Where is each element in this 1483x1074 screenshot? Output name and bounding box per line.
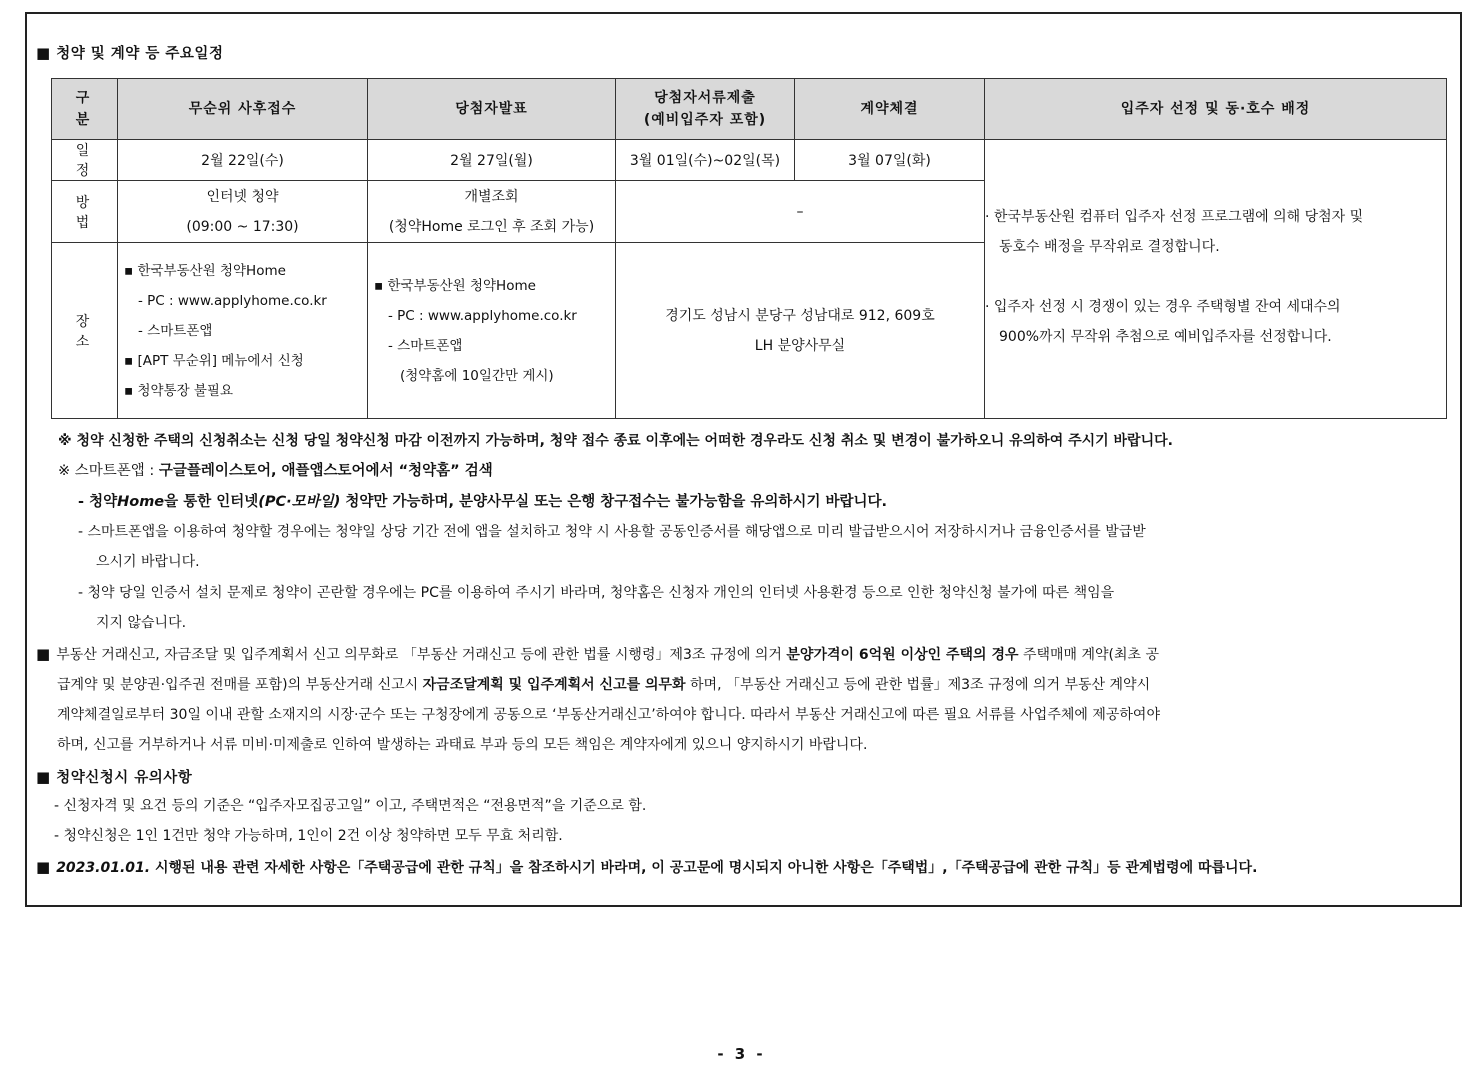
header-winner-announce: 당첨자발표	[368, 79, 616, 140]
cell-place-1	[118, 243, 368, 419]
note-smartphone-text: 구글플레이스토어, 애플앱스토어에서 “청약홈” 검색	[158, 463, 493, 479]
note-cert-line1: - 청약 당일 인증서 설치 문제로 청약이 곤란할 경우에는 PC를 이용하여 주시기 바라며, 청약홈은 신청자 개인의 인터넷 사용환경 등으로 인한 청약신청 불가에 따른 책임을	[78, 585, 1115, 601]
note-internet-a: - 청약	[78, 494, 118, 510]
note-internet-b: Home	[117, 494, 165, 510]
assign-p1-line1: · 한국부동산원 컴퓨터 입주자 선정 프로그램에 의해 당첨자 및	[985, 209, 1364, 225]
method-1-line1: 인터넷 청약	[206, 188, 279, 205]
place-34-line2: LH 분양사무실	[754, 337, 846, 354]
final-note	[36, 852, 1257, 883]
cell-schedule-4: 3월 07일(화)	[795, 140, 985, 181]
note-internet-e: 청약만 가능하며, 분양사무실 또는 은행 창구접수는 불가능함을 유의하시기 바랍니다.	[340, 494, 888, 510]
cell-place-34	[616, 243, 985, 419]
assign-p2-line1: · 입주자 선정 시 경쟁이 있는 경우 주택형별 잔여 세대수의	[985, 299, 1341, 315]
note-smartphone	[58, 456, 493, 486]
schedule-table	[51, 78, 1447, 419]
bullet-square-icon: ■	[36, 768, 51, 786]
page-number: - 3 -	[717, 1045, 766, 1063]
method-1-line2: (09:00 ~ 17:30)	[186, 218, 299, 235]
place-2-item: (청약홈에 10일간만 게시)	[400, 367, 554, 384]
realestate-line2	[57, 670, 1150, 700]
assign-p1-line2: 동호수 배정을 무작위로 결정합니다.	[999, 239, 1220, 255]
place-2-item: - PC : www.applyhome.co.kr	[388, 307, 577, 324]
realestate-l2-c: 하며, 「부동산 거래신고 등에 관한 법률」제3조 규정에 의거 부동산 계약시	[685, 677, 1151, 693]
cell-schedule-1: 2월 22일(수)	[118, 140, 368, 181]
header-category: 구 분	[52, 79, 118, 140]
place-1-item: ▪ [APT 무순위] 메뉴에서 신청	[124, 352, 304, 369]
cell-schedule-3: 3월 01일(수)~02일(목)	[616, 140, 795, 181]
note-internet-d: (PC·모바일)	[258, 494, 341, 510]
realestate-l1-b: 분양가격이 6억원 이상인 주택의 경우	[786, 647, 1019, 663]
realestate-line3: 계약체결일로부터 30일 이내 관할 소재지의 시장·군수 또는 구청장에게 공동으로 ‘부동산거래신고’하여야 합니다. 따라서 부동산 거래신고에 따른 필요 서류를 사업주체에 제공하여야	[57, 707, 1160, 723]
header-document-submit-line1: 당첨자서류제출	[654, 90, 756, 106]
place-2-item: ▪ 한국부동산원 청약Home	[374, 277, 536, 294]
cell-method-1	[118, 181, 368, 243]
header-assignment: 입주자 선정 및 동·호수 배정	[985, 79, 1447, 140]
realestate-line1	[36, 639, 1159, 670]
note-internet-only	[78, 487, 887, 517]
realestate-line4: 하며, 신고를 거부하거나 서류 미비·미제출로 인하여 발생하는 과태료 부과 등의 모든 책임은 계약자에게 있으니 양지하시기 바랍니다.	[57, 737, 868, 753]
place-2-item: - 스마트폰앱	[388, 337, 463, 354]
place-1-item: ▪ 한국부동산원 청약Home	[124, 262, 286, 279]
method-2-line2: (청약Home 로그인 후 조회 가능)	[388, 218, 595, 235]
final-date: 2023.01.01.	[56, 860, 151, 876]
precaution-item-2: - 청약신청은 1인 1건만 청약 가능하며, 1인이 2건 이상 청약하면 모두 무효 처리함.	[54, 828, 563, 844]
note-app-line2: 으시기 바랍니다.	[96, 554, 200, 570]
note-cert-line2: 지지 않습니다.	[96, 615, 187, 631]
section-title-schedule	[36, 42, 223, 63]
row-label-place: 장 소	[52, 243, 118, 419]
section-title-text: 청약 및 계약 등 주요일정	[56, 46, 224, 62]
note-app-line1: - 스마트폰앱을 이용하여 청약할 경우에는 청약일 상당 기간 전에 앱을 설치하고 청약 시 사용할 공동인증서를 해당앱으로 미리 발급받으시어 저장하시거나 금융인증서를 발급받	[78, 524, 1146, 540]
realestate-l1-c: 주택매매 계약(최초 공	[1018, 647, 1160, 663]
assign-p2-line2: 900%까지 무작위 추첨으로 예비입주자를 선정합니다.	[999, 329, 1332, 345]
row-label-schedule: 일 정	[52, 140, 118, 181]
header-contract: 계약체결	[795, 79, 985, 140]
table-row-schedule	[52, 140, 1447, 181]
place-1-item: - 스마트폰앱	[138, 322, 213, 339]
table-header-row	[52, 79, 1447, 140]
precaution-item-1: - 신청자격 및 요건 등의 기준은 “입주자모집공고일” 이고, 주택면적은 “전용면적”을 기준으로 함.	[54, 798, 647, 814]
row-label-method: 방 법	[52, 181, 118, 243]
bullet-square-icon: ■	[36, 858, 51, 876]
cell-method-34: –	[616, 181, 985, 243]
header-late-apply: 무순위 사후접수	[118, 79, 368, 140]
cell-method-2	[368, 181, 616, 243]
bullet-square-icon: ■	[36, 645, 51, 663]
realestate-l2-a: 급계약 및 분양권·입주권 전매를 포함)의 부동산거래 신고시	[57, 677, 423, 693]
note-internet-c: 을 통한 인터넷	[164, 494, 259, 510]
cell-place-2	[368, 243, 616, 419]
header-document-submit	[616, 79, 795, 140]
place-1-item: - PC : www.applyhome.co.kr	[138, 292, 327, 309]
section-title-precautions	[36, 766, 192, 787]
note-cancel: ※ 청약 신청한 주택의 신청취소는 신청 당일 청약신청 마감 이전까지 가능하며, 청약 접수 종료 이후에는 어떠한 경우라도 신청 취소 및 변경이 불가하오니 유의하여 주시기 바랍니다.	[58, 433, 1173, 449]
realestate-l2-b: 자금조달계획 및 입주계획서 신고를 의무화	[422, 677, 686, 693]
place-34-line1: 경기도 성남시 분당구 성남대로 912, 609호	[665, 307, 935, 324]
header-document-submit-line2: (예비입주자 포함)	[643, 112, 767, 128]
method-2-line1: 개별조회	[464, 188, 519, 205]
cell-assignment	[985, 140, 1447, 419]
cell-schedule-2: 2월 27일(월)	[368, 140, 616, 181]
note-smartphone-label: ※ 스마트폰앱 :	[58, 463, 159, 479]
realestate-l1-a: 부동산 거래신고, 자금조달 및 입주계획서 신고 의무화로 「부동산 거래신고 등에 관한 법률 시행령」제3조 규정에 의거	[56, 647, 787, 663]
section3-title-text: 청약신청시 유의사항	[56, 770, 193, 786]
bullet-square-icon: ■	[36, 44, 51, 62]
place-1-item: ▪ 청약통장 불필요	[124, 382, 234, 399]
final-text: 시행된 내용 관련 자세한 사항은「주택공급에 관한 규칙」을 참조하시기 바라며, 이 공고문에 명시되지 아니한 사항은「주택법」,「주택공급에 관한 규칙」등 관계법령에 따릅니다.	[150, 860, 1258, 876]
